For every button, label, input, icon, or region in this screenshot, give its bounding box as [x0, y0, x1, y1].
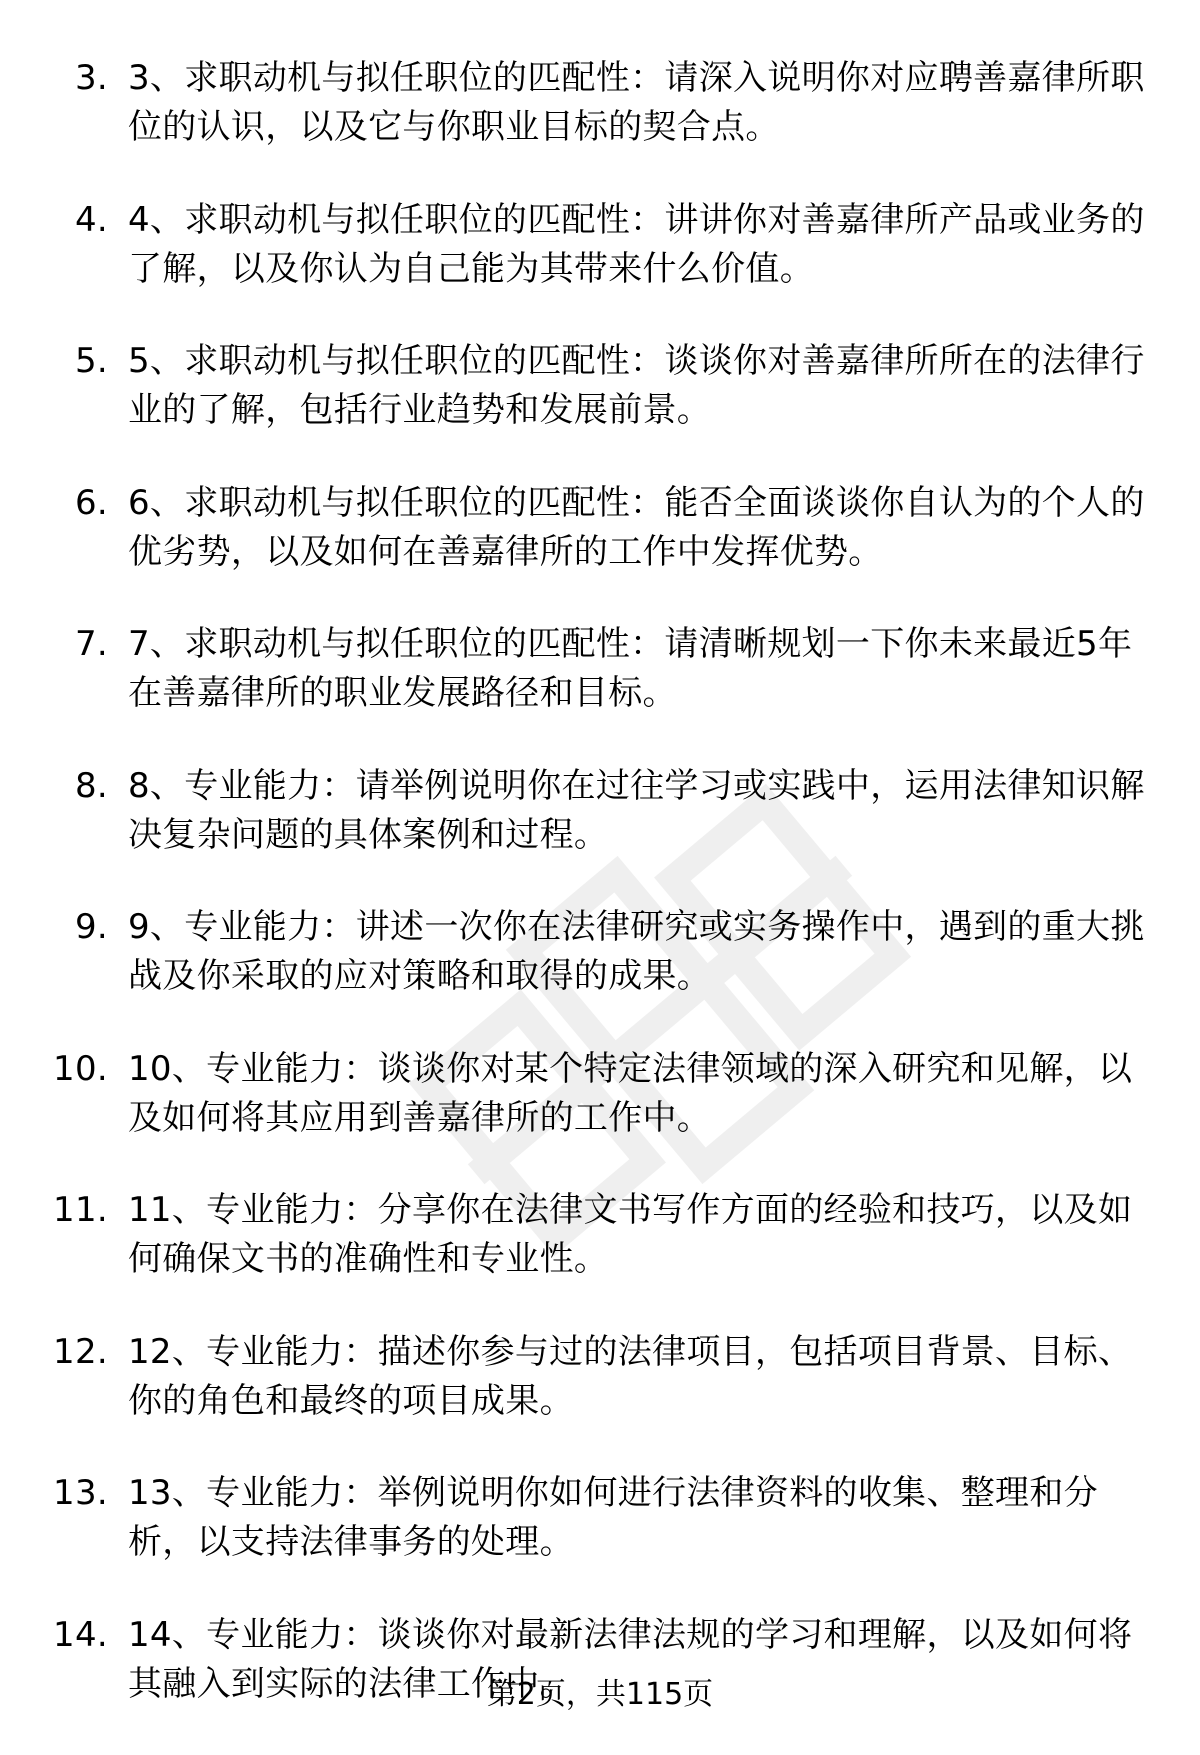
list-item-text: 14、专业能力：谈谈你对最新法律法规的学习和理解，以及如何将其融入到实际的法律工作中。	[128, 1614, 1133, 1704]
list-item	[0, 337, 1200, 435]
list-item	[0, 479, 1200, 577]
list-item	[0, 196, 1200, 294]
question-list	[0, 54, 1200, 1752]
list-item	[0, 903, 1200, 1001]
list-item-text: 3、求职动机与拟任职位的匹配性：请深入说明你对应聘善嘉律所职位的认识，以及它与你职业目标的契合点。	[128, 58, 1145, 147]
list-item-number: 11.	[53, 1190, 108, 1230]
list-item	[0, 1328, 1200, 1426]
list-item	[0, 1186, 1200, 1284]
list-item-number: 5.	[74, 341, 108, 381]
list-item-number: 7.	[74, 624, 108, 664]
list-item-text: 11、专业能力：分享你在法律文书写作方面的经验和技巧，以及如何确保文书的准确性和专业性。	[128, 1190, 1133, 1279]
list-item-text: 10、专业能力：谈谈你对某个特定法律领域的深入研究和见解，以及如何将其应用到善嘉律所的工作中。	[128, 1048, 1133, 1138]
list-item-text: 4、求职动机与拟任职位的匹配性：讲讲你对善嘉律所产品或业务的了解，以及你认为自己能为其带来什么价值。	[128, 199, 1145, 289]
list-item-text: 8、专业能力：请举例说明你在过往学习或实践中，运用法律知识解决复杂问题的具体案例和过程。	[128, 765, 1145, 855]
list-item-text: 5、求职动机与拟任职位的匹配性：谈谈你对善嘉律所所在的法律行业的了解，包括行业趋势和发展前景。	[128, 341, 1145, 430]
list-item	[0, 54, 1200, 152]
list-item	[0, 1045, 1200, 1143]
list-item-number: 4.	[74, 199, 108, 240]
page-number-footer: 第2页，共115页	[486, 1677, 714, 1712]
list-item-number: 14.	[53, 1614, 108, 1655]
list-item-number: 13.	[53, 1473, 108, 1513]
list-item	[0, 762, 1200, 860]
list-item-number: 12.	[53, 1331, 108, 1372]
list-item-text: 6、求职动机与拟任职位的匹配性：能否全面谈谈你自认为的个人的优劣势，以及如何在善嘉律所的工作中发挥优势。	[128, 482, 1145, 572]
list-item-number: 9.	[74, 907, 108, 947]
list-item	[0, 620, 1200, 718]
list-item-text: 12、专业能力：描述你参与过的法律项目，包括项目背景、目标、你的角色和最终的项目成果。	[128, 1331, 1133, 1421]
list-item-number: 6.	[74, 482, 108, 523]
list-item-number: 3.	[74, 58, 108, 98]
list-item-number: 8.	[74, 765, 108, 806]
list-item-text: 7、求职动机与拟任职位的匹配性：请清晰规划一下你未来最近5年在善嘉律所的职业发展路径和目标。	[128, 624, 1133, 713]
list-item-text: 13、专业能力：举例说明你如何进行法律资料的收集、整理和分析，以支持法律事务的处理。	[128, 1473, 1098, 1562]
list-item-text: 9、专业能力：讲述一次你在法律研究或实务操作中，遇到的重大挑战及你采取的应对策略和取得的成果。	[128, 907, 1145, 996]
list-item	[0, 1469, 1200, 1567]
list-item-number: 10.	[53, 1048, 108, 1089]
